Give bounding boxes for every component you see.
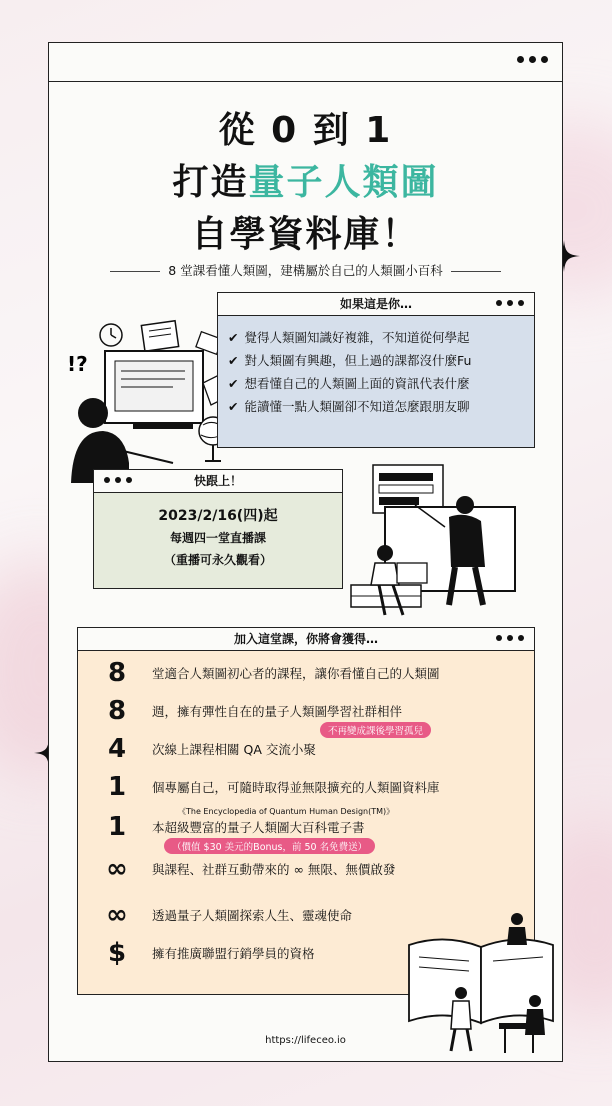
follow-body <box>94 493 342 571</box>
browser-frame <box>48 42 563 1062</box>
gain-item: 8 週，擁有彈性自在的量子人類圖學習社群相伴 <box>107 696 403 726</box>
online-class-illustration <box>345 455 525 623</box>
follow-header: 快跟上！ <box>94 470 342 493</box>
gain-item: ∞ 透過量子人類圖探索人生、靈魂使命 <box>106 900 353 930</box>
gains-header: 加入這堂課，你將會獲得… <box>78 628 534 651</box>
computer-user-illustration <box>63 313 233 483</box>
gain-item: 4 次線上課程相關 QA 交流小聚 <box>107 734 316 764</box>
svg-text:!?: !? <box>67 352 88 376</box>
follow-box <box>93 469 343 589</box>
start-date: 2023/2/16(四)起 <box>158 508 278 524</box>
list-item: ✔ 想看懂自己的人類圖上面的資訊代表什麼 <box>228 376 470 391</box>
gain-item: $ 擁有推廣聯盟行銷學員的資格 <box>107 938 315 968</box>
check-icon: ✔ <box>228 399 239 414</box>
frame-top-bar <box>49 43 562 82</box>
list-item: ✔ 能讀懂一點人類圖卻不知道怎麼跟朋友聊 <box>228 399 470 414</box>
more-dots-icon[interactable] <box>517 56 548 63</box>
book-reading-illustration <box>405 905 561 1055</box>
subtitle: 8 堂課看懂人類圖，建構屬於自己的人類圖小百科 <box>49 261 562 279</box>
schedule: 每週四一堂直播課 <box>169 531 266 545</box>
gain-item: ∞ 與課程、社群互動帶來的 ∞ 無限、無價啟發 <box>106 854 396 884</box>
gain-item: 1 個專屬自己，可隨時取得並無限擴充的人類圖資料庫 <box>107 772 440 802</box>
check-icon: ✔ <box>228 376 239 391</box>
title-line-2: 打造量子人類圖 <box>172 162 439 203</box>
title-line-1: 從 0 到 1 <box>218 110 393 151</box>
gain-pill: （價值 $30 美元的Bonus，前 50 名免費送） <box>164 838 375 854</box>
gain-pill: 不再變成課後學習孤兒 <box>320 722 431 738</box>
gain-item: 1 本超級豐富的量子人類圖大百科電子書 <box>107 812 365 842</box>
gain-item: 8 堂適合人類圖初心者的課程，讓你看懂自己的人類圖 <box>107 658 440 688</box>
if-you-box <box>217 292 535 448</box>
replay-note: （重播可永久觀看） <box>163 553 272 567</box>
title-line-3: 自學資料庫！ <box>191 214 420 255</box>
list-item: ✔ 對人類圖有興趣，但上過的課都沒什麼Fu <box>228 353 472 368</box>
check-icon: ✔ <box>228 330 239 345</box>
if-you-list <box>218 316 534 418</box>
check-icon: ✔ <box>228 353 239 368</box>
footer-url[interactable]: https://lifeceo.io <box>265 1035 346 1046</box>
list-item: ✔ 覺得人類圖知識好複雜，不知道從何學起 <box>228 330 470 345</box>
if-you-header: 如果這是你… <box>218 293 534 316</box>
gain-note: 《The Encyclopedia of Quantum Human Design(TM)》 <box>178 807 395 816</box>
